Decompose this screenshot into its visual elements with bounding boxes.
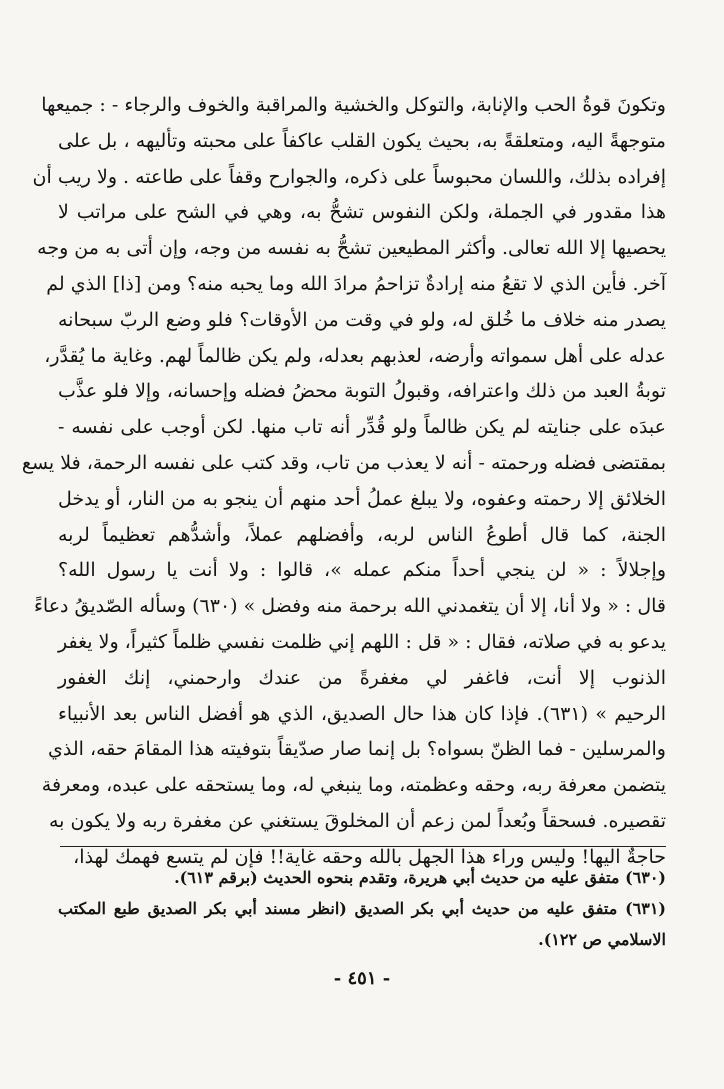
footnote-630: (٦٣٠) متفق عليه من حديث أبي هريرة، وتقدم بنحوه الحديث (برقم ٦١٣).: [174, 868, 666, 887]
text-line: وإجلالاً : « لن ينجي أحداً منكم عمله »، قالوا : ولا أنت يا رسول الله؟: [58, 559, 666, 582]
text-line: قال : « ولا أنا، إلا أن يتغمدني الله برحمة منه وفضل » (٦٣٠) وسأله الصّديقُ دعاءً: [33, 595, 666, 618]
footnote-divider: [60, 846, 666, 847]
text-line: بمقتضى فضله ورحمته - أنه لا يعذب من تاب، وقد كتب على نفسه الرحمة، فلا يسع: [21, 451, 666, 474]
footnote-631-continuation: الاسلامي ص ١٢٢).: [538, 930, 666, 949]
text-line: تقصيره. فسحقاً وبُعداً لمن زعم أن المخلوقَ يستغني عن مغفرة ربه ولا يكون به: [48, 809, 666, 832]
text-line: حاجةٌ اليها! وليس وراء هذا الجهل بالله وحقه غاية!! فإن لم يتسع فهمك لهذا،: [73, 845, 666, 868]
text-line: إفراده بذلك، واللسان محبوساً على ذكره، والجوارح وقفاً على طاعته . ولا ريب أن: [32, 165, 666, 188]
page-number: - ٤٥١ -: [333, 968, 391, 989]
text-line: والمرسلين - فما الظنّ بسواه؟ بل إنما صار صدّيقاً بتوفيته هذا المقامَ حقه، الذي: [48, 738, 666, 761]
text-line: يحصيها إلا الله تعالى. وأكثر المطيعين تشحُّ به نفسه من وجه، وإن أتى به من وجه: [37, 237, 666, 260]
text-line: يتضمن معرفة ربه، وحقه وعظمته، وما ينبغي له، وما يستحقه على عبده، ومعرفة: [41, 774, 666, 797]
text-line: وتكونَ قوةُ الحب والإنابة، والتوكل والخشية والمراقبة والخوف والرجاء - : جميعها: [41, 94, 666, 116]
text-line: يدعو به في صلاته، فقال : « قل : اللهم إني ظلمت نفسي ظلماً كثيراً، ولا يغفر: [58, 630, 666, 653]
footnote-631: (٦٣١) متفق عليه من حديث أبي بكر الصديق (انظر مسند أبي بكر الصديق طبع المكتب: [58, 899, 666, 918]
text-line: يصدر منه خلاف ما خُلق له، ولو في وقت من الأوقات؟ فلو وضع الربّ سبحانه: [58, 308, 666, 331]
text-line: عدله على أهل سمواته وأرضه، لعذبهم بعدله، ولم يكن ظالماً لهم. وغاية ما يُقدَّر،: [44, 344, 666, 367]
text-line: الجنة، كما قال أطوعُ الناس لربه، وأفضلهم عملاً، وأشدُّهم تعظيماً لربه: [58, 523, 666, 546]
text-line: هذا مقدور في الجملة، ولكن النفوس تشحُّ به، وهي في الشح على مراتب لا: [58, 201, 666, 224]
text-line: توبةُ العبد من ذلك واعترافه، وقبولُ التوبة محضُ فضله وإحسانه، وإلا فلو عذَّب: [58, 380, 666, 403]
main-text: [21, 88, 666, 876]
text-line: متوجهةً اليه، ومتعلقةً به، بحيث يكون القلب عاكفاً على محبته وتأليهه ، بل على: [58, 129, 666, 152]
text-line: الخلائق إلا رحمته وعفوه، ولا يبلغ عملُ أحد منهم أن ينجو به من النار، أو يدخل: [58, 487, 666, 510]
text-line: الرحيم » (٦٣١). فإذا كان هذا حال الصديق، الذي هو أفضل الناس بعد الأنبياء: [58, 702, 666, 725]
text-line: آخر. فأين الذي لا تقعُ منه إرادةٌ تزاحمُ مرادَ الله وما يحبه منه؟ ومن [ذا] الذي لم: [46, 272, 666, 295]
text-line: عبدَه على جنايته لم يكن ظالماً ولو قُدِّر أنه تاب منها. لكن أوجب على نفسه -: [58, 416, 666, 439]
footnotes: [58, 862, 666, 955]
text-line: الذنوب إلا أنت، فاغفر لي مغفرةً من عندك وارحمني، إنك الغفور: [58, 666, 666, 689]
